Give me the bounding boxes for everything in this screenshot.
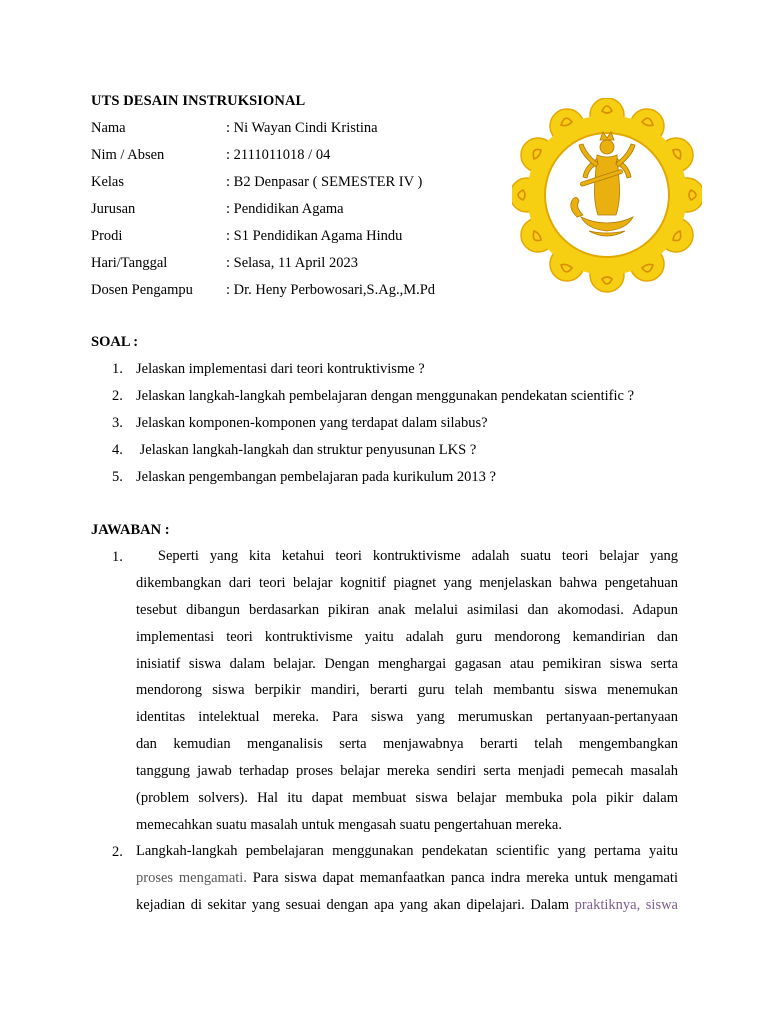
answer-line: tanggung jawab terhadap proses belajar mereka sendiri serta menjadi pemecah masalah xyxy=(136,763,678,780)
answer-highlight-text: praktiknya, siswa xyxy=(574,896,678,913)
university-emblem-icon xyxy=(512,98,702,293)
answer-line: dikembangkan dari teori belajar kognitif piagnet yang menjelaskan bahwa pengetahuan xyxy=(136,574,678,591)
question-number: 5. xyxy=(112,469,123,485)
info-value: : Selasa, 11 April 2023 xyxy=(226,255,358,271)
info-label: Dosen Pengampu xyxy=(91,282,193,298)
answer-text: kejadian di sekitar yang sesuai dengan apa yang akan dipelajari. Dalam xyxy=(136,896,575,913)
question-number: 4. xyxy=(112,442,123,458)
info-label: Nim / Absen xyxy=(91,147,165,163)
answer-number: 2. xyxy=(112,844,123,860)
info-label: Nama xyxy=(91,120,126,136)
answer-line: Langkah-langkah pembelajaran menggunakan pendekatan scientific yang pertama yaitu xyxy=(136,843,678,859)
document-title: UTS DESAIN INSTRUKSIONAL xyxy=(91,93,306,109)
question-text: Jelaskan langkah-langkah dan struktur penyusunan LKS ? xyxy=(136,442,477,458)
info-value: : Pendidikan Agama xyxy=(226,201,344,217)
answer-line: (problem solvers). Hal itu dapat membuat siswa belajar membuka pola pikir dalam xyxy=(136,790,678,807)
info-value: : 2111011018 / 04 xyxy=(226,147,331,163)
question-number: 2. xyxy=(112,388,123,404)
info-label: Hari/Tanggal xyxy=(91,255,168,271)
question-text: Jelaskan langkah-langkah pembelajaran dengan menggunakan pendekatan scientific ? xyxy=(136,388,635,404)
answer-line: memecahkan suatu masalah untuk mengasah suatu pengertahuan mereka. xyxy=(136,816,562,833)
info-value: : S1 Pendidikan Agama Hindu xyxy=(226,228,403,244)
question-text: Jelaskan implementasi dari teori kontruktivisme ? xyxy=(136,361,425,377)
info-label: Prodi xyxy=(91,228,123,244)
answer-line xyxy=(136,892,678,919)
answer-number: 1. xyxy=(112,549,123,565)
answer-highlight-text: proses mengamati. xyxy=(136,869,247,886)
answer-paragraph-1 xyxy=(136,543,678,839)
answer-line: tesebut dibangun berdasarkan pikiran anak melalui asimilasi dan akomodasi. Adapun xyxy=(136,601,678,618)
answer-line: Seperti yang kita ketahui teori kontruktivisme adalah suatu teori belajar yang xyxy=(136,548,678,564)
answer-line xyxy=(136,865,678,892)
answer-paragraph-2 xyxy=(136,838,678,919)
info-value: : B2 Denpasar ( SEMESTER IV ) xyxy=(226,174,423,190)
question-number: 1. xyxy=(112,361,123,377)
jawaban-heading: JAWABAN : xyxy=(91,522,170,538)
answer-line: implementasi teori kontruktivisme yaitu adalah guru mendorong kemandirian dan xyxy=(136,628,678,645)
answer-line: inisiatif siswa dalam belajar. Dengan menghargai gagasan atau pemikiran siswa serta xyxy=(136,655,678,672)
answer-line: identitas intelektual mereka. Para siswa yang merumuskan pertanyaan-pertanyaan xyxy=(136,709,678,726)
question-text: Jelaskan komponen-komponen yang terdapat dalam silabus? xyxy=(136,415,488,431)
question-number: 3. xyxy=(112,415,123,431)
answer-text: Para siswa dapat memanfaatkan panca indra mereka untuk mengamati xyxy=(246,869,678,886)
info-value: : Ni Wayan Cindi Kristina xyxy=(226,120,378,136)
info-label: Kelas xyxy=(91,174,125,190)
answer-line: mendorong siswa berpikir mandiri, berarti guru telah membantu siswa menemukan xyxy=(136,682,678,699)
answer-line: dan kemudian menganalisis serta menjawabnya berarti telah mengembangkan xyxy=(136,736,678,753)
info-value: : Dr. Heny Perbowosari,S.Ag.,M.Pd xyxy=(226,282,436,298)
info-label: Jurusan xyxy=(91,201,136,217)
question-text: Jelaskan pengembangan pembelajaran pada kurikulum 2013 ? xyxy=(136,469,496,485)
soal-heading: SOAL : xyxy=(91,334,139,350)
